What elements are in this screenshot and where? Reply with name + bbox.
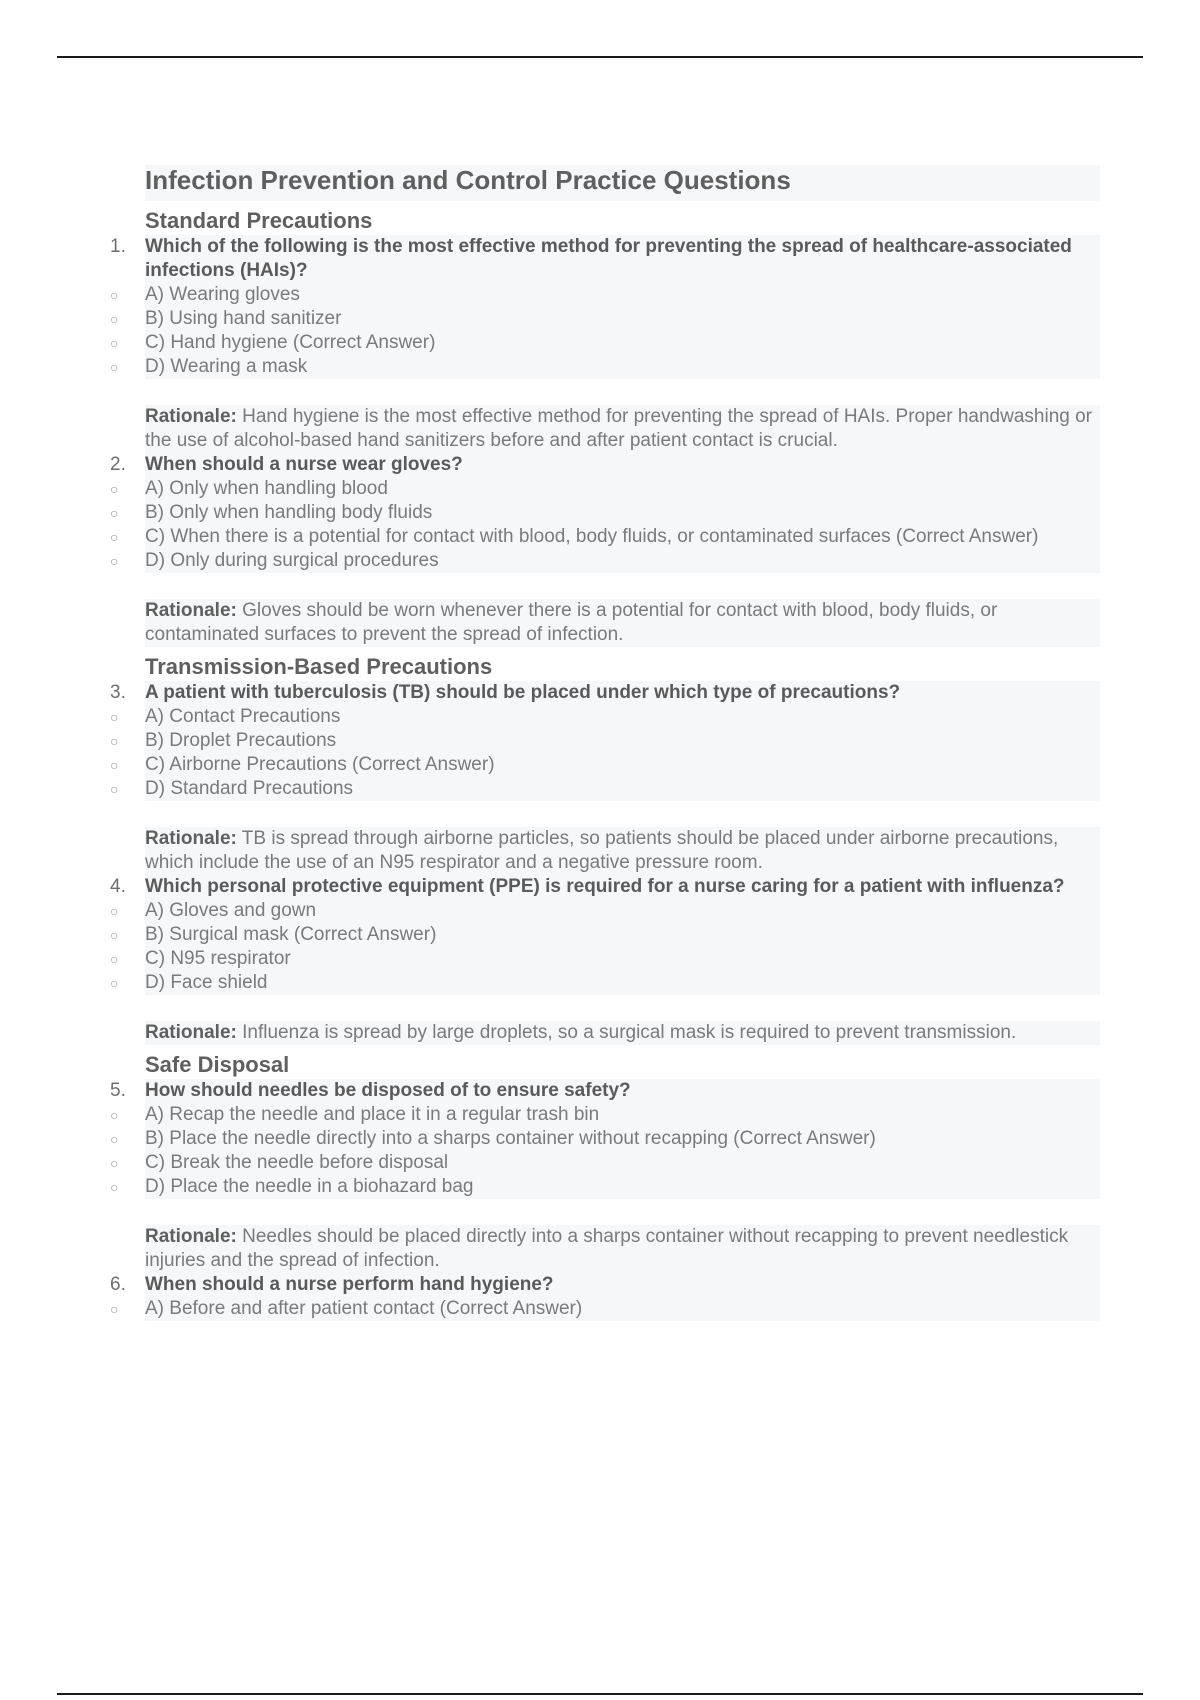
rationale-text: Needles should be placed directly into a sharps container without recapping to prevent needlestick injuries and the spread of infection. [145,1226,1069,1271]
option-text: D) Standard Precautions [145,777,1100,801]
question-4 [100,875,1100,899]
option-text: A) Wearing gloves [145,283,1100,307]
circle-bullet-icon: ○ [110,951,119,967]
option-item [100,525,1100,549]
page-title: Infection Prevention and Control Practice Questions [145,165,1100,201]
question-text: When should a nurse perform hand hygiene? [145,1273,1100,1297]
header-rule [57,56,1143,58]
option-text: A) Contact Precautions [145,705,1100,729]
circle-bullet-icon: ○ [110,529,119,545]
rationale-label: Rationale: [145,1226,237,1247]
option-text: A) Only when handling blood [145,477,1100,501]
option-text: D) Wearing a mask [145,355,1100,379]
option-text: D) Face shield [145,971,1100,995]
option-item [100,705,1100,729]
circle-bullet-icon: ○ [110,903,119,919]
rationale-2 [145,599,1100,647]
footer-rule [57,1693,1143,1695]
rationale-1 [145,405,1100,453]
circle-bullet-icon: ○ [110,1155,119,1171]
option-text: A) Before and after patient contact (Correct Answer) [145,1297,1100,1321]
question-number: 4. [110,876,126,897]
option-item [100,1103,1100,1127]
rationale-text: Hand hygiene is the most effective method for preventing the spread of HAIs. Proper handwashing or the use of alcohol-based hand sanitizers before and after patient contact is crucial. [145,406,1093,451]
question-5 [100,1079,1100,1103]
question-number: 2. [110,454,126,475]
question-text: How should needles be disposed of to ensure safety? [145,1079,1100,1103]
rationale-5 [145,1225,1100,1273]
option-item [100,1127,1100,1151]
question-text: Which of the following is the most effective method for preventing the spread of healthcare-associated infections (HAIs)? [145,235,1100,283]
circle-bullet-icon: ○ [110,1107,119,1123]
circle-bullet-icon: ○ [110,553,119,569]
circle-bullet-icon: ○ [110,781,119,797]
option-item [100,753,1100,777]
option-text: A) Gloves and gown [145,899,1100,923]
rationale-3 [145,827,1100,875]
option-item [100,1151,1100,1175]
option-text: B) Place the needle directly into a sharps container without recapping (Correct Answer) [145,1127,1100,1151]
document-body [100,165,1100,1321]
option-text: A) Recap the needle and place it in a regular trash bin [145,1103,1100,1127]
question-text: A patient with tuberculosis (TB) should be placed under which type of precautions? [145,681,1100,705]
rationale-label: Rationale: [145,406,237,427]
circle-bullet-icon: ○ [110,709,119,725]
option-item [100,899,1100,923]
question-text: Which personal protective equipment (PPE) is required for a nurse caring for a patient with influenza? [145,875,1100,899]
option-item [100,477,1100,501]
question-number: 6. [110,1274,126,1295]
option-text: D) Place the needle in a biohazard bag [145,1175,1100,1199]
circle-bullet-icon: ○ [110,287,119,303]
circle-bullet-icon: ○ [110,359,119,375]
option-item [100,729,1100,753]
rationale-text: Influenza is spread by large droplets, so a surgical mask is required to prevent transmission. [242,1022,1017,1043]
question-number: 1. [110,236,126,257]
circle-bullet-icon: ○ [110,1131,119,1147]
option-item [100,1297,1100,1321]
option-item [100,307,1100,331]
option-item [100,501,1100,525]
option-text: C) Break the needle before disposal [145,1151,1100,1175]
option-text: C) Hand hygiene (Correct Answer) [145,331,1100,355]
circle-bullet-icon: ○ [110,975,119,991]
question-text: When should a nurse wear gloves? [145,453,1100,477]
option-text: C) Airborne Precautions (Correct Answer) [145,753,1100,777]
circle-bullet-icon: ○ [110,481,119,497]
rationale-label: Rationale: [145,600,237,621]
circle-bullet-icon: ○ [110,1179,119,1195]
circle-bullet-icon: ○ [110,927,119,943]
option-text: B) Only when handling body fluids [145,501,1100,525]
option-item [100,355,1100,379]
option-text: C) N95 respirator [145,947,1100,971]
option-text: B) Using hand sanitizer [145,307,1100,331]
option-text: B) Droplet Precautions [145,729,1100,753]
option-item [100,549,1100,573]
circle-bullet-icon: ○ [110,757,119,773]
option-item [100,283,1100,307]
circle-bullet-icon: ○ [110,505,119,521]
circle-bullet-icon: ○ [110,335,119,351]
rationale-4 [145,1021,1100,1045]
section-heading-standard-precautions: Standard Precautions [145,208,373,233]
section-heading-transmission-based-precautions: Transmission-Based Precautions [145,654,493,679]
option-item [100,971,1100,995]
question-2 [100,453,1100,477]
question-1 [100,235,1100,283]
option-item [100,1175,1100,1199]
question-6 [100,1273,1100,1297]
question-number: 5. [110,1080,126,1101]
option-text: C) When there is a potential for contact with blood, body fluids, or contaminated surfaces (Correct Answer) [145,525,1100,549]
option-item [100,947,1100,971]
option-item [100,923,1100,947]
rationale-text: TB is spread through airborne particles, so patients should be placed under airborne precautions, which include the use of an N95 respirator and a negative pressure room. [145,828,1059,873]
option-text: D) Only during surgical procedures [145,549,1100,573]
rationale-text: Gloves should be worn whenever there is a potential for contact with blood, body fluids, or contaminated surfaces to prevent the spread of infection. [145,600,998,645]
option-text: B) Surgical mask (Correct Answer) [145,923,1100,947]
option-item [100,331,1100,355]
question-3 [100,681,1100,705]
option-item [100,777,1100,801]
question-number: 3. [110,682,126,703]
rationale-label: Rationale: [145,828,237,849]
section-heading-safe-disposal: Safe Disposal [145,1052,290,1077]
circle-bullet-icon: ○ [110,1301,119,1317]
rationale-label: Rationale: [145,1022,237,1043]
circle-bullet-icon: ○ [110,311,119,327]
circle-bullet-icon: ○ [110,733,119,749]
